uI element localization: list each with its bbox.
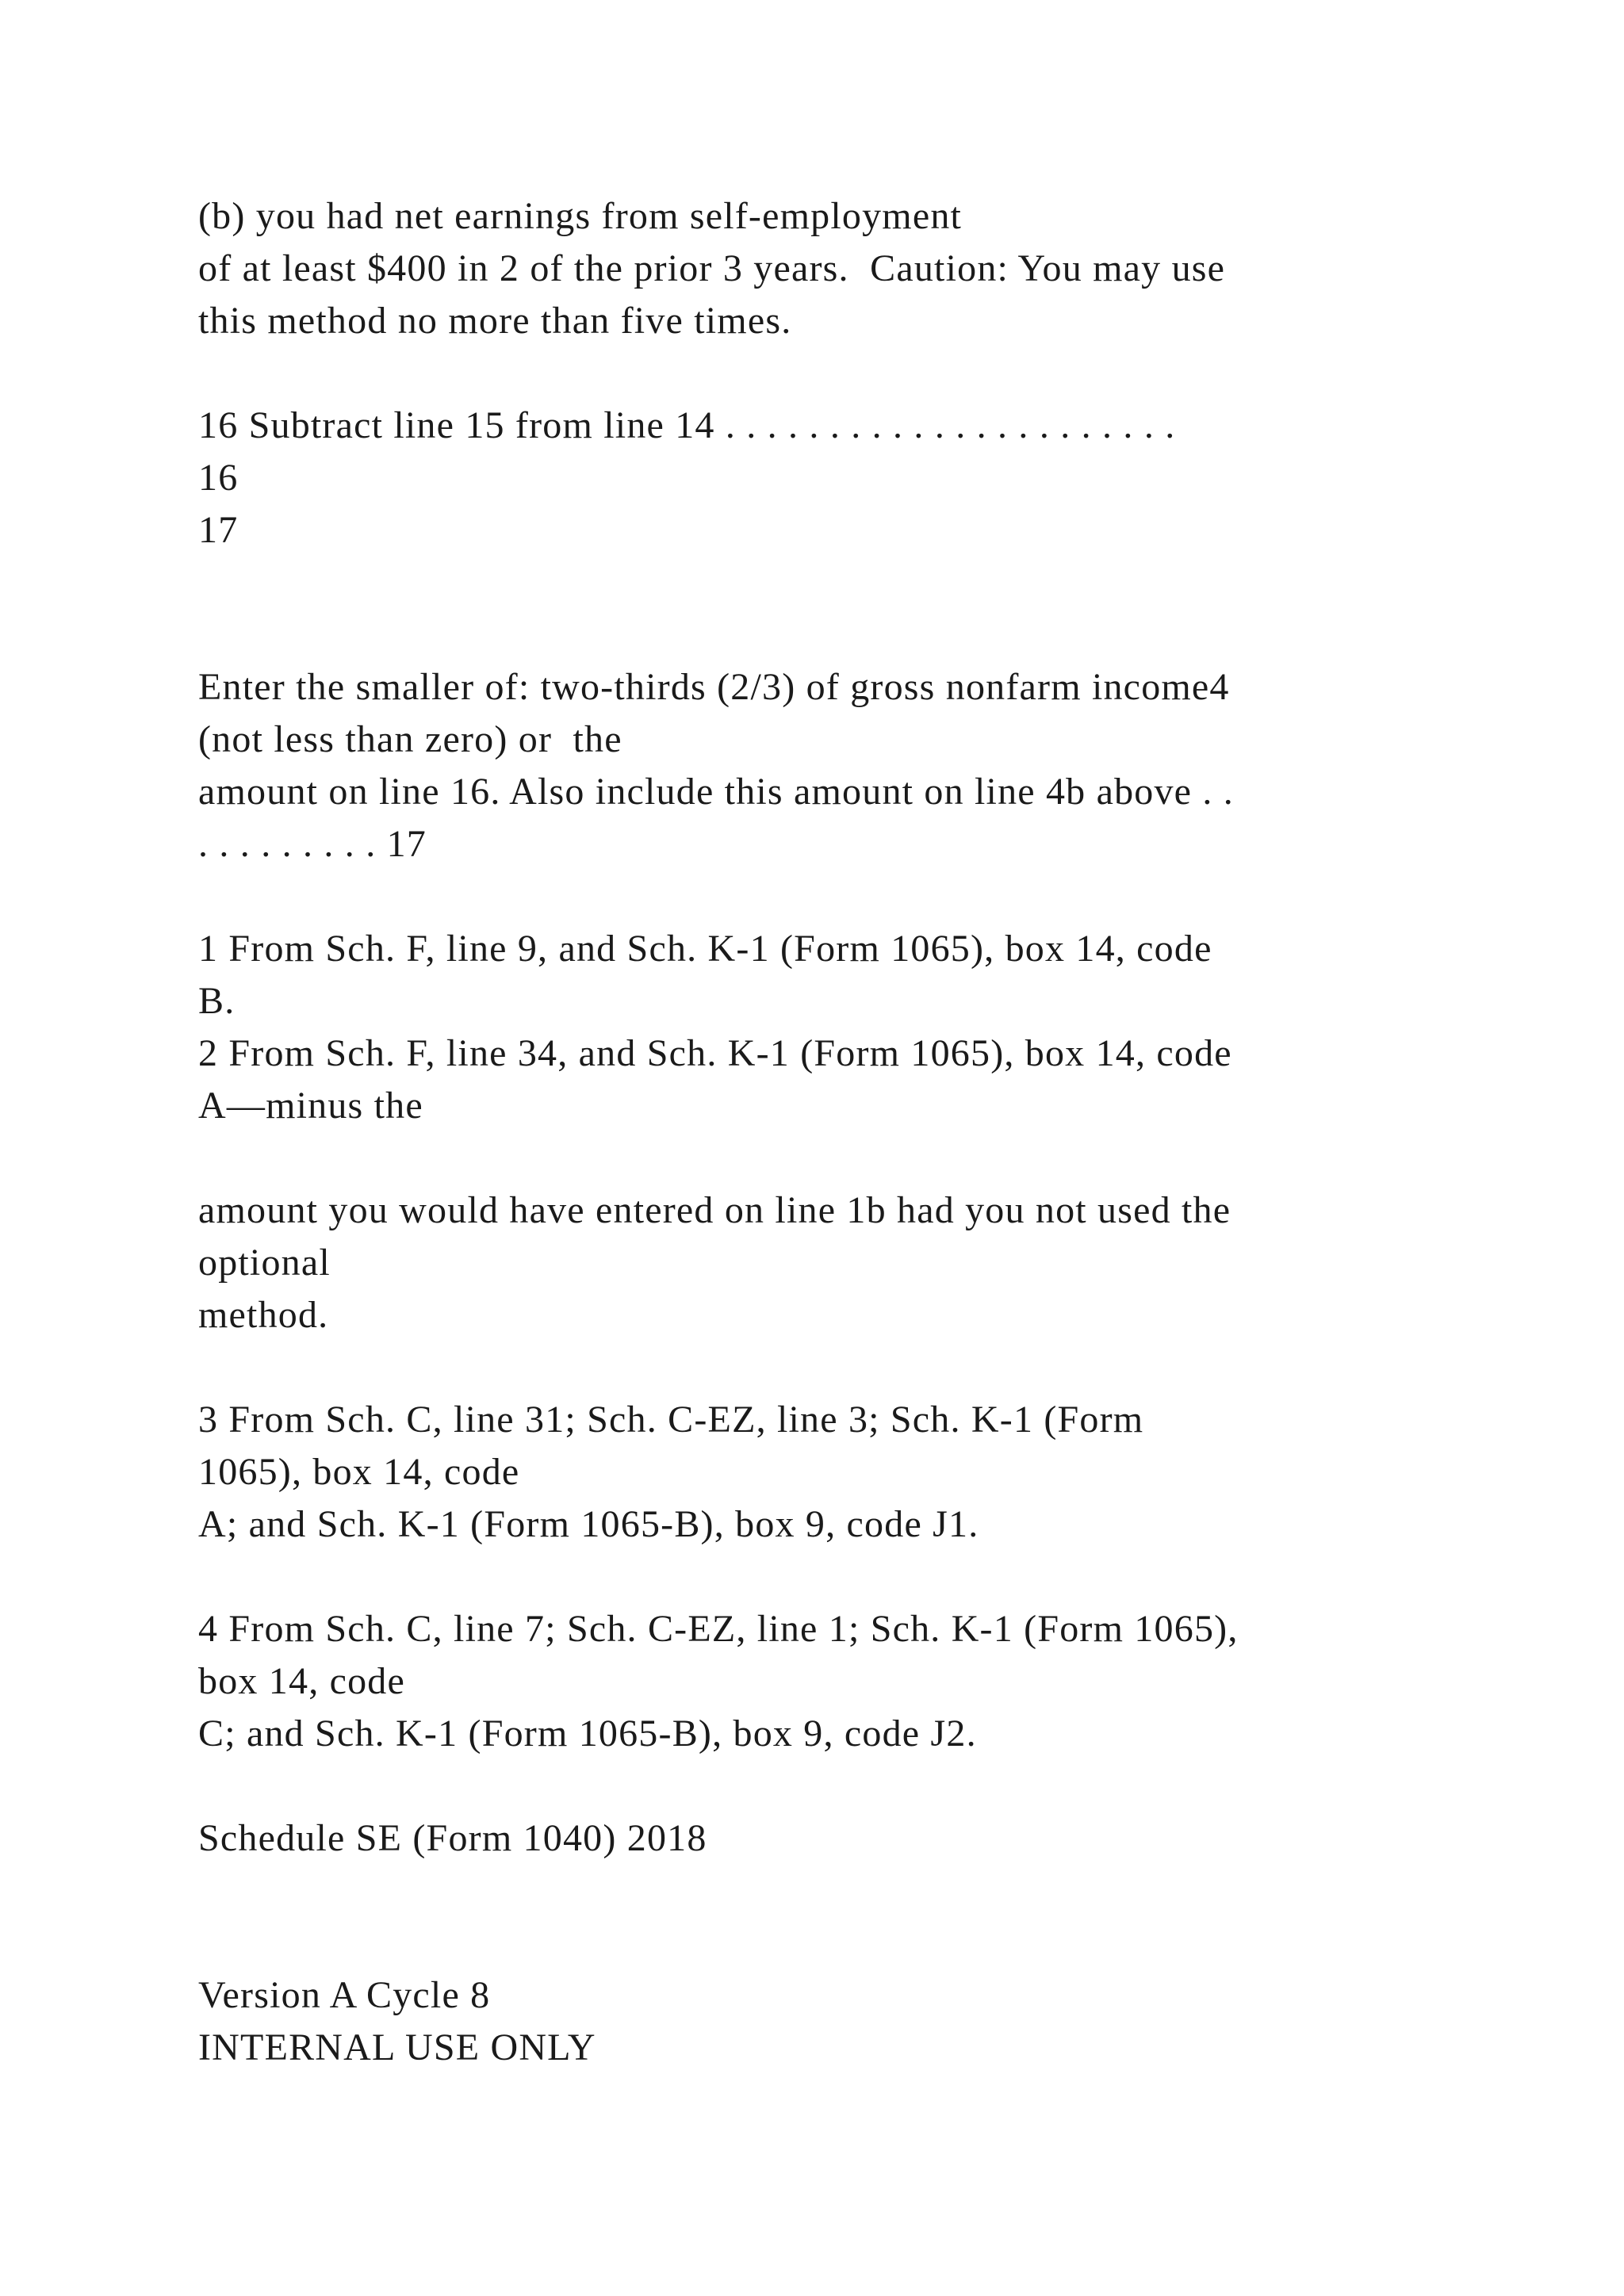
blank-line: [198, 1132, 1507, 1184]
text-line: of at least $400 in 2 of the prior 3 years. Caution: You may use: [198, 247, 1226, 289]
form-footer-title: Schedule SE (Form 1040) 2018: [198, 1817, 707, 1859]
footnote-3-cont: 1065), box 14, code: [198, 1451, 520, 1493]
footnote-2-cont: optional: [198, 1242, 331, 1284]
footnote-2: 2 From Sch. F, line 34, and Sch. K-1 (Form 1065), box 14, code: [198, 1032, 1232, 1074]
line-number: 17: [198, 509, 239, 551]
footnote-1: 1 From Sch. F, line 9, and Sch. K-1 (Form 1065), box 14, code: [198, 928, 1212, 970]
text-line: (not less than zero) or the: [198, 718, 622, 760]
footnote-4-cont: box 14, code: [198, 1660, 406, 1702]
internal-use-label: INTERNAL USE ONLY: [198, 2026, 596, 2068]
footnote-4: 4 From Sch. C, line 7; Sch. C-EZ, line 1; Sch. K-1 (Form 1065),: [198, 1608, 1239, 1650]
text-line: amount on line 16. Also include this amount on line 4b above . .: [198, 771, 1234, 813]
blank-line: [198, 1917, 1507, 1969]
blank-line: [198, 1865, 1507, 1917]
text-line: (b) you had net earnings from self-employment: [198, 195, 963, 237]
blank-line: [198, 1341, 1507, 1394]
blank-line: [198, 557, 1507, 609]
line-16-text: 16 Subtract line 15 from line 14 . . . . . . . . . . . . . . . . . . . . . .: [198, 404, 1176, 446]
footnote-3: 3 From Sch. C, line 31; Sch. C-EZ, line 3; Sch. K-1 (Form: [198, 1399, 1144, 1441]
version-label: Version A Cycle 8: [198, 1974, 491, 2016]
footnote-1-cont: B.: [198, 980, 236, 1022]
blank-line: [198, 871, 1507, 923]
footnote-3-cont: A; and Sch. K-1 (Form 1065-B), box 9, code J1.: [198, 1503, 979, 1545]
footnote-2-cont: A—minus the: [198, 1085, 423, 1127]
blank-line: [198, 1551, 1507, 1603]
text-line: Enter the smaller of: two-thirds (2/3) of gross nonfarm income4: [198, 666, 1230, 708]
text-line: . . . . . . . . . 17: [198, 823, 427, 865]
line-number: 16: [198, 457, 239, 499]
text-line: this method no more than five times.: [198, 300, 792, 342]
document-body: [198, 190, 1507, 2074]
footnote-2-cont: method.: [198, 1294, 329, 1336]
footnote-2-cont: amount you would have entered on line 1b had you not used the: [198, 1189, 1231, 1231]
blank-line: [198, 609, 1507, 661]
footnote-4-cont: C; and Sch. K-1 (Form 1065-B), box 9, code J2.: [198, 1712, 977, 1755]
blank-line: [198, 347, 1507, 400]
blank-line: [198, 1760, 1507, 1812]
